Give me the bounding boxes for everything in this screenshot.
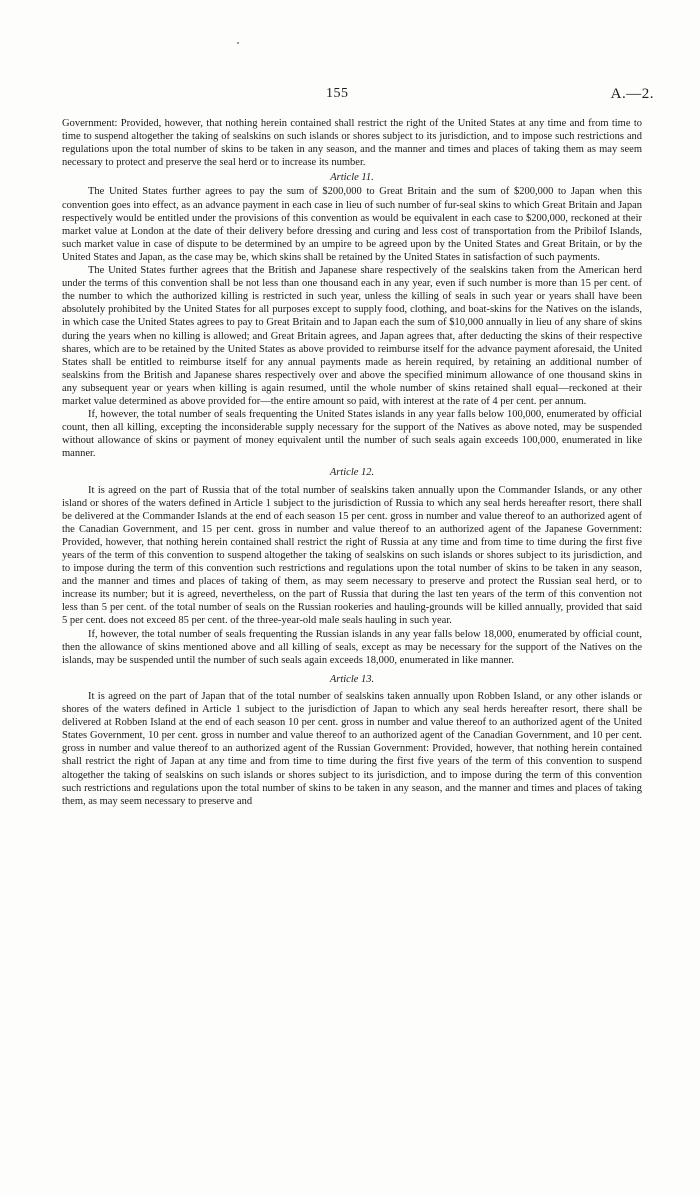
page-number: 155 <box>326 86 349 101</box>
paragraph-government-proviso: Government: Provided, however, that nothing herein contained shall restrict the right of the United States at any time and from time to time to suspend altogether the taking of sealskins on such islands or shores subject to its jurisdiction, and to impose such restrictions and regulations upon the total number of skins to be taken in any season, and the manner and times and places of taking them as may seem necessary to protect and preserve the seal herd or to increase its number. <box>62 118 642 169</box>
article-13-heading: Article 13. <box>329 673 375 685</box>
scan-speck <box>237 42 239 44</box>
article-12-paragraph-2: If, however, the total number of seals frequenting the Russian islands in any year falls below 18,000, enumerated by official count, then the allowance of skins mentioned above and all killing of seals, except as may be necessary for the support of the Natives on the islands, may be suspended until the number of such seals again exceeds 18,000, enumerated in like manner. <box>62 628 642 666</box>
article-12-paragraph-1: It is agreed on the part of Russia that of the total number of sealskins taken annually upon the Commander Islands, or any other island or shores of the waters defined in Article 1 subject to the jurisdiction of Russia to which any seal herds hereafter resort, there shall be delivered at the Commander Islands at the end of each season 15 per cent. gross in number and value thereof to an authorized agent of the Canadian Government, and 15 per cent. gross in number and value thereof to an authorized agent of the Japanese Government: Provided, however, that nothing herein contained shall restrict the right of Russia at any time and from time to time during the first five years of the term of this convention to suspend altogether the taking of sealskins on such islands or shores subject to its jurisdiction, and to impose during the term of this convention such restrictions and regulations upon the total number of skins to be taken in any season, and the manner and times and places of taking of them, as may seem necessary to preserve and protect the Russian seal herd, or to increase its number; but it is agreed, nevertheless, on the part of Russia that during the last ten years of the term of this convention not less than 5 per cent. of the total number of seals on the Russian rookeries and hauling-grounds will be killed annually, provided that said 5 per cent. does not exceed 85 per cent. of the three-year-old male seals hauling in such year. <box>62 484 642 627</box>
article-12-heading: Article 12. <box>329 467 375 479</box>
article-11-paragraph-1: The United States further agrees to pay the sum of $200,000 to Great Britain and the sum of $200,000 to Japan when this convention goes into effect, as an advance payment in each case in lieu of such number of fur-seal skins to which Great Britain and Japan respectively would be entitled under the provisions of this convention as would be equivalent in each case to $200,000, reckoned at their market value at London at the date of their delivery before dressing and curing and less cost of transportation from the Pribilof Islands, such market value in case of dispute to be determined by an umpire to be agreed upon by the United States and Great Britain, or by the United States and Japan, as the case may be, which skins shall be retained by the United States in satisfaction of such payments. <box>62 186 642 263</box>
body-text <box>62 117 642 808</box>
article-11-heading: Article 11. <box>330 172 374 184</box>
article-11-paragraph-3: If, however, the total number of seals frequenting the United States islands in any year falls below 100,000, enumerated by official count, then all killing, excepting the inconsiderable supply necessary for the support of the Natives as above noted, may be suspended without allowance of skins or payment of money equivalent until the number of such seals again exceeds 100,000, enumerated in like manner. <box>62 409 642 460</box>
article-11-paragraph-2: The United States further agrees that the British and Japanese share respectively of the sealskins taken from the American herd under the terms of this convention shall be not less than one thousand each in any year, even if such number is more than 15 per cent. of the number to which the authorized killing is restricted in such year, unless the killing of seals in such year or years shall have been absolutely prohibited by the United States for all purposes except to supply food, clothing, and boat-skins for the Natives on the islands, in which case the United States agrees to pay to Great Britain and to Japan each the sum of $10,000 annually in lieu of any share of skins during the years when no killing is allowed; and Great Britain agrees, and Japan agrees that, after deducting the skins of their respective shares, which are to be retained by the United States as above provided to reimburse itself for the advance payment aforesaid, the United States shall be entitled to reimburse itself for any annual payments made as herein required, by retaining an additional number of sealskins from the British and Japanese shares respectively over and above the specified minimum allowance of one thousand skins in any subsequent year or years when killing is again resumed, until the whole number of skins retained shall equal—reckoned at their market value determined as above provided for—the entire amount so paid, with interest at the rate of 4 per cent. per annum. <box>62 265 642 407</box>
document-reference: A.—2. <box>610 86 654 102</box>
page-header <box>0 86 700 106</box>
article-13-paragraph-1: It is agreed on the part of Japan that of the total number of sealskins taken annually upon Robben Island, or any other islands or shores of the waters defined in Article 1 subject to the jurisdiction of Japan to which any seal herds hereafter resort, there shall be delivered at Robben Island at the end of each season 10 per cent. gross in number and value thereof to an authorized agent of the United States Government, 10 per cent. gross in number and value thereof to an authorized agent of the Canadian Government, and 10 per cent. gross in number and value thereof to an authorized agent of the Russian Government: Provided, however, that nothing herein contained shall restrict the right of Japan at any time and from time to time during the first five years of the term of this convention to suspend altogether the taking of sealskins on such islands or shores subject to its jurisdiction, and to impose during the term of this convention such restrictions and regulations upon the total number of skins to be taken in any season, and the manner and times and places of taking them, as may seem necessary to preserve and <box>62 690 642 807</box>
